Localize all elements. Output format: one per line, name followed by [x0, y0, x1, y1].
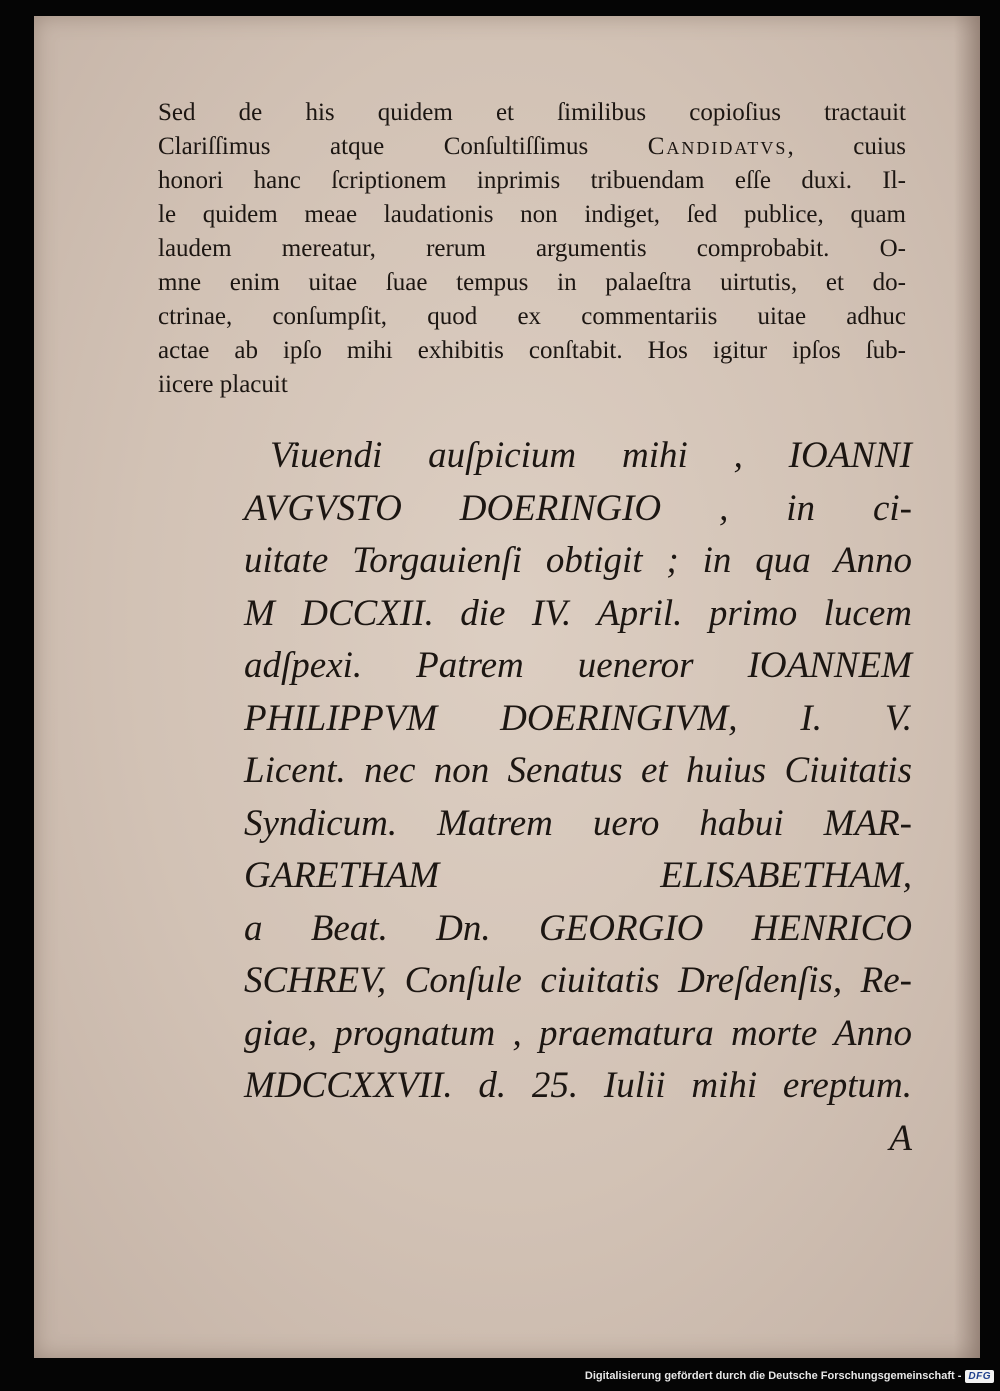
- italic-line: Syndicum. Matrem uero habui MAR-: [244, 802, 912, 844]
- dfg-logo: DFG: [965, 1370, 994, 1383]
- italic-line: PHILIPPVM DOERINGIVM, I. V.: [244, 697, 912, 739]
- text-line: Sed de his quidem et ſimilibus copioſius tractauit: [158, 99, 906, 126]
- text-fragment: , cuius: [787, 133, 907, 160]
- footer-text: Digitalisierung gefördert durch die Deutsche Forschungsgemeinschaft -: [584, 1370, 962, 1382]
- italic-line: uitate Torgauienſi obtigit ; in qua Anno: [244, 540, 912, 581]
- catchword: A: [889, 1117, 912, 1159]
- candidatus-name: Candidatvs: [647, 133, 788, 160]
- italic-line: MDCCXXVII. d. 25. Iulii mihi ereptum.: [244, 1065, 912, 1106]
- text-line: le quidem meae laudationis non indiget, ſed publice, quam: [158, 201, 906, 228]
- text-line-candidatus: [158, 130, 906, 164]
- text-line: honori hanc ſcriptionem inprimis tribuendam eſſe duxi. Il-: [158, 167, 906, 194]
- text-line: mne enim uitae ſuae tempus in palaeſtra uirtutis, et do-: [158, 269, 906, 296]
- italic-line: giae, prognatum , praematura morte Anno: [244, 1012, 912, 1054]
- italic-line: SCHREV, Conſule ciuitatis Dreſdenſis, Re-: [244, 960, 912, 1001]
- text-line: iicere placuit: [158, 371, 288, 398]
- italic-line: AVGVSTO DOERINGIO , in ci-: [244, 487, 912, 529]
- text-line: actae ab ipſo mihi exhibitis conſtabit. Hos igitur ipſos ſub-: [158, 337, 906, 364]
- italic-line: adſpexi. Patrem ueneror IOANNEM: [244, 645, 912, 686]
- text-line: laudem mereatur, rerum argumentis comprobabit. O-: [158, 235, 906, 262]
- italic-line: GARETHAM ELISABETHAM,: [244, 855, 912, 896]
- italic-line: Viuendi auſpicium mihi , IOANNI: [270, 435, 912, 476]
- dfg-footer: [585, 1365, 994, 1387]
- text-line: ctrinae, conſumpſit, quod ex commentariis uitae adhuc: [158, 303, 906, 330]
- roman-paragraph: [158, 96, 906, 402]
- text-fragment: Clariſſimus atque Conſultiſſimus: [158, 133, 589, 160]
- italic-line: M DCCXII. die IV. April. primo lucem: [244, 592, 912, 634]
- italic-line: Licent. nec non Senatus et huius Ciuitatis: [244, 750, 912, 791]
- italic-line: a Beat. Dn. GEORGIO HENRICO: [244, 907, 912, 949]
- italic-paragraph: [244, 430, 912, 1165]
